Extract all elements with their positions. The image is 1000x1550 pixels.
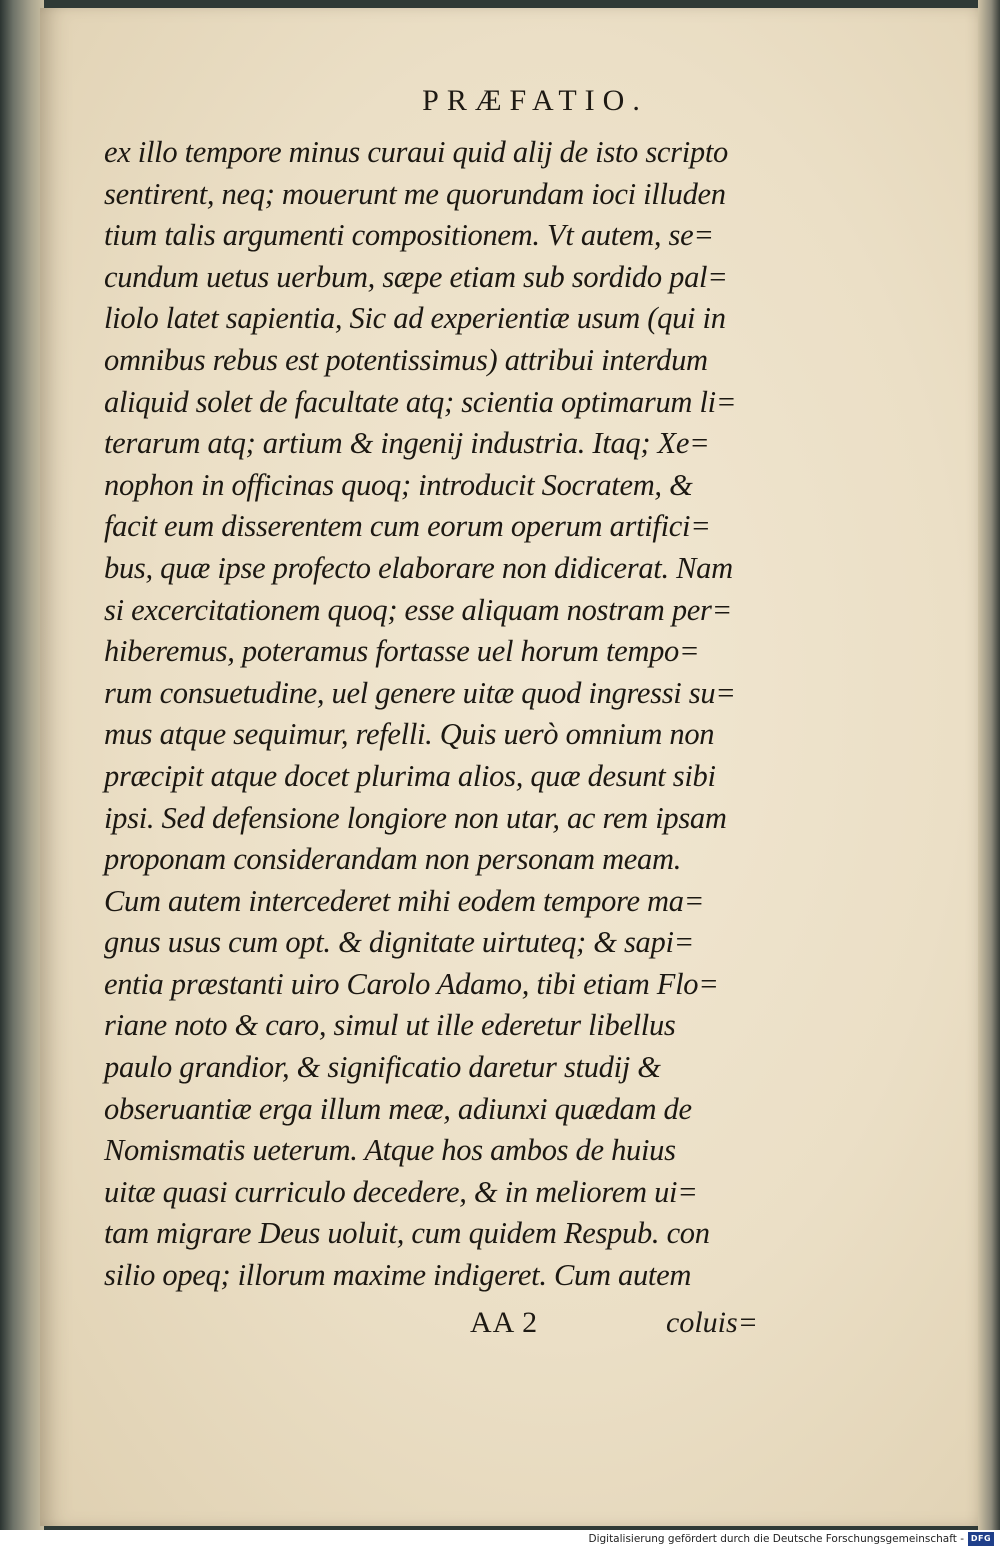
text-line: obseruantiæ erga illum meæ, adiunxi quædam de — [104, 1091, 692, 1126]
text-line: nophon in officinas quoq; introducit Socratem, & — [104, 467, 693, 502]
text-line: si excercitationem quoq; esse aliquam nostram per= — [104, 592, 732, 627]
text-line: sentirent, neq; mouerunt me quorundam ioci illuden — [104, 176, 726, 211]
text-line: ipsi. Sed defensione longiore non utar, ac rem ipsam — [104, 800, 727, 835]
page-edge-right — [978, 0, 1000, 1530]
text-line: paulo grandior, & significatio daretur studij & — [104, 1050, 661, 1085]
text-line: silio opeq; illorum maxime indigeret. Cum autem — [104, 1258, 692, 1293]
text-line: ex illo tempore minus curaui quid alij de isto scripto — [104, 135, 728, 169]
text-line: tium talis argumenti compositionem. Vt autem, se= — [104, 218, 714, 253]
text-line: uitæ quasi curriculo decedere, & in meliorem ui= — [104, 1174, 698, 1209]
text-line: mus atque sequimur, refelli. Quis uerò omnium non — [104, 717, 715, 752]
text-line: tam migrare Deus uoluit, cum quidem Respub. con — [104, 1216, 710, 1251]
body-text — [104, 132, 764, 1297]
text-line: rum consuetudine, uel genere uitæ quod ingressi su= — [104, 675, 736, 710]
text-line: gnus usus cum opt. & dignitate uirtuteq; & sapi= — [104, 925, 694, 960]
text-line: bus, quæ ipse profecto elaborare non didicerat. Nam — [104, 550, 733, 585]
text-line: præcipit atque docet plurima alios, quæ desunt sibi — [104, 758, 716, 793]
text-line: cundum uetus uerbum, sæpe etiam sub sordido pal= — [104, 259, 728, 294]
signature-mark: AA 2 — [470, 1306, 539, 1339]
text-line: riane noto & caro, simul ut ille ederetur libellus — [104, 1008, 676, 1043]
text-line: Nomismatis ueterum. Atque hos ambos de huius — [104, 1133, 676, 1168]
text-line: Cum autem intercederet mihi eodem tempore ma= — [104, 883, 704, 918]
text-line: omnibus rebus est potentissimus) attribui interdum — [104, 342, 708, 377]
running-head: PRÆFATIO. — [422, 84, 648, 117]
funding-note: Digitalisierung gefördert durch die Deutsche Forschungsgemeinschaft - — [588, 1533, 964, 1545]
binding-edge-left — [0, 0, 44, 1530]
text-line: liolo latet sapientia, Sic ad experientiæ usum (qui in — [104, 301, 726, 336]
text-line: entia præstanti uiro Carolo Adamo, tibi etiam Flo= — [104, 966, 719, 1001]
text-line: aliquid solet de facultate atq; scientia optimarum li= — [104, 384, 737, 419]
catchword: coluis= — [666, 1306, 758, 1339]
text-line: facit eum disserentem cum eorum operum artifici= — [104, 509, 711, 544]
text-line: terarum atq; artium & ingenij industria. Itaq; Xe= — [104, 426, 710, 461]
dfg-logo-icon: DFG — [968, 1532, 994, 1546]
text-line: hiberemus, poteramus fortasse uel horum tempo= — [104, 634, 700, 669]
text-line: proponam considerandam non personam meam. — [104, 842, 682, 877]
